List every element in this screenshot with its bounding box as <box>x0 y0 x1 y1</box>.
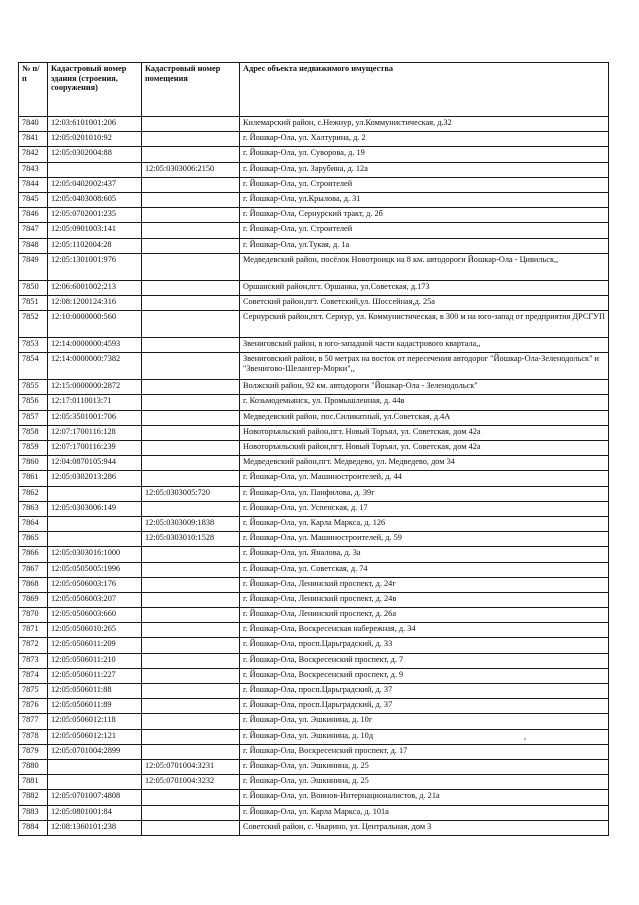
room-cadastral-cell <box>142 192 240 207</box>
address-cell: г. Йошкар-Ола, ул. Эшкинина, д. 10д <box>240 729 609 744</box>
room-cadastral-cell <box>142 562 240 577</box>
table-row <box>19 208 609 223</box>
address-cell: г. Йошкар-Ола, просп.Царьградский, д. 37 <box>240 684 609 699</box>
row-number-cell: 7840 <box>19 117 48 132</box>
room-cadastral-cell: 12:05:0303006:2150 <box>142 162 240 177</box>
table-row <box>19 147 609 162</box>
room-cadastral-cell <box>142 395 240 410</box>
building-cadastral-cell: 12:05:0506012:118 <box>48 714 142 729</box>
building-cadastral-cell: 12:05:0201010:92 <box>48 132 142 147</box>
table-row <box>19 729 609 744</box>
room-cadastral-cell <box>142 638 240 653</box>
row-number-cell: 7845 <box>19 192 48 207</box>
address-cell: г. Йошкар-Ола, просп.Царьградский, д. 33 <box>240 638 609 653</box>
address-cell: г. Йошкар-Ола, ул. Яналова, д. 3а <box>240 547 609 562</box>
building-cadastral-cell: 12:05:0303006:149 <box>48 501 142 516</box>
address-cell: г. Йошкар-Ола, ул. Строителей <box>240 177 609 192</box>
address-cell: Новоторъяльский район,пгт. Новый Торъял, ул. Советская, дом 42а <box>240 441 609 456</box>
building-cadastral-cell: 12:05:0506011:210 <box>48 653 142 668</box>
table-row <box>19 501 609 516</box>
table-row <box>19 820 609 835</box>
address-cell: г. Йошкар-Ола, ул. Панфилова, д. 39г <box>240 486 609 501</box>
room-cadastral-cell <box>142 729 240 744</box>
table-row <box>19 744 609 759</box>
room-cadastral-cell <box>142 117 240 132</box>
room-cadastral-cell <box>142 820 240 835</box>
building-cadastral-cell: 12:05:0506010:265 <box>48 623 142 638</box>
table-row <box>19 456 609 471</box>
room-cadastral-cell: 12:05:0701004:3231 <box>142 759 240 774</box>
header-number: № п/п <box>19 63 48 117</box>
building-cadastral-cell: 12:15:0000000:2872 <box>48 380 142 395</box>
row-number-cell: 7869 <box>19 592 48 607</box>
building-cadastral-cell: 12:07:1700116:239 <box>48 441 142 456</box>
address-cell: г. Йошкар-Ола, Воскресенский проспект, д. 9 <box>240 668 609 683</box>
room-cadastral-cell <box>142 577 240 592</box>
address-cell: г. Йошкар-Ола, ул. Эшкинина, д. 10г <box>240 714 609 729</box>
table-row <box>19 577 609 592</box>
building-cadastral-cell: 12:05:0506011:89 <box>48 699 142 714</box>
address-cell: г. Козьмодемьянск, ул. Промышленная, д. 44в <box>240 395 609 410</box>
table-row <box>19 684 609 699</box>
address-cell: г. Йошкар-Ола, ул. Карла Маркса, д. 126 <box>240 516 609 531</box>
row-number-cell: 7846 <box>19 208 48 223</box>
building-cadastral-cell: 12:05:0403008:605 <box>48 192 142 207</box>
building-cadastral-cell <box>48 759 142 774</box>
building-cadastral-cell: 12:05:0302013:286 <box>48 471 142 486</box>
building-cadastral-cell: 12:05:0702001:235 <box>48 208 142 223</box>
room-cadastral-cell <box>142 311 240 338</box>
row-number-cell: 7879 <box>19 744 48 759</box>
address-cell: г. Йошкар-Ола, Ленинский проспект, д. 24г <box>240 577 609 592</box>
address-cell: г. Йошкар-Ола, ул. Машиностроителей, д. 44 <box>240 471 609 486</box>
building-cadastral-cell: 12:05:0506012:121 <box>48 729 142 744</box>
table-row <box>19 253 609 280</box>
address-cell: Килемарский район, с.Нежнур, ул.Коммунистическая, д.32 <box>240 117 609 132</box>
table-row <box>19 668 609 683</box>
address-cell: Сернурский район,пгт. Сернур, ул. Коммунистическая, в 300 м на юго-запад от предприятия ДРСГУП <box>240 311 609 338</box>
header-room-cadastral: Кадастровый номер помещения <box>142 63 240 117</box>
address-cell: г. Йошкар-Ола, ул. Халтурина, д. 2 <box>240 132 609 147</box>
room-cadastral-cell <box>142 547 240 562</box>
address-cell: г. Йошкар-Ола, ул. Советская, д. 74 <box>240 562 609 577</box>
row-number-cell: 7852 <box>19 311 48 338</box>
building-cadastral-cell: 12:10:0000000:560 <box>48 311 142 338</box>
row-number-cell: 7862 <box>19 486 48 501</box>
row-number-cell: 7847 <box>19 223 48 238</box>
table-row <box>19 132 609 147</box>
building-cadastral-cell <box>48 775 142 790</box>
room-cadastral-cell <box>142 699 240 714</box>
room-cadastral-cell <box>142 653 240 668</box>
table-row <box>19 532 609 547</box>
address-cell: г. Йошкар-Ола, Ленинский проспект, д. 24в <box>240 592 609 607</box>
room-cadastral-cell <box>142 147 240 162</box>
table-row <box>19 177 609 192</box>
address-cell: г. Йошкар-Ола, Воскресенский проспект, д. 17 <box>240 744 609 759</box>
room-cadastral-cell <box>142 744 240 759</box>
building-cadastral-cell: 12:05:0701007:4808 <box>48 790 142 805</box>
address-cell: Советский район, с. Чкарино, ул. Центральная, дом 3 <box>240 820 609 835</box>
table-row <box>19 805 609 820</box>
building-cadastral-cell <box>48 162 142 177</box>
row-number-cell: 7866 <box>19 547 48 562</box>
table-row <box>19 638 609 653</box>
table-row <box>19 623 609 638</box>
table-row <box>19 486 609 501</box>
room-cadastral-cell: 12:05:0701004:3232 <box>142 775 240 790</box>
building-cadastral-cell: 12:05:0506011:209 <box>48 638 142 653</box>
table-row <box>19 338 609 353</box>
building-cadastral-cell: 12:05:0402002:437 <box>48 177 142 192</box>
building-cadastral-cell: 12:14:0000000:7382 <box>48 353 142 380</box>
row-number-cell: 7873 <box>19 653 48 668</box>
row-number-cell: 7865 <box>19 532 48 547</box>
table-row <box>19 790 609 805</box>
room-cadastral-cell <box>142 238 240 253</box>
row-number-cell: 7870 <box>19 608 48 623</box>
room-cadastral-cell <box>142 684 240 699</box>
table-body <box>19 117 609 836</box>
row-number-cell: 7880 <box>19 759 48 774</box>
building-cadastral-cell: 12:05:0506003:660 <box>48 608 142 623</box>
room-cadastral-cell <box>142 132 240 147</box>
building-cadastral-cell: 12:08:1200124:316 <box>48 295 142 310</box>
room-cadastral-cell <box>142 177 240 192</box>
room-cadastral-cell <box>142 338 240 353</box>
scan-speck <box>524 738 526 740</box>
table-row <box>19 562 609 577</box>
table-row <box>19 441 609 456</box>
building-cadastral-cell: 12:05:0303016:1000 <box>48 547 142 562</box>
room-cadastral-cell <box>142 714 240 729</box>
building-cadastral-cell: 12:03:6101001:206 <box>48 117 142 132</box>
table-row <box>19 238 609 253</box>
table-row <box>19 516 609 531</box>
row-number-cell: 7868 <box>19 577 48 592</box>
room-cadastral-cell <box>142 280 240 295</box>
row-number-cell: 7878 <box>19 729 48 744</box>
address-cell: г. Йошкар-Ола, ул. Эшкинина, д. 25 <box>240 759 609 774</box>
building-cadastral-cell: 12:05:0506003:207 <box>48 592 142 607</box>
room-cadastral-cell <box>142 410 240 425</box>
table-row <box>19 759 609 774</box>
room-cadastral-cell <box>142 668 240 683</box>
building-cadastral-cell: 12:05:0506011:88 <box>48 684 142 699</box>
building-cadastral-cell: 12:14:0000000:4593 <box>48 338 142 353</box>
address-cell: Новоторъяльский район,пгт. Новый Торъял, ул. Советская, дом 42а <box>240 425 609 440</box>
room-cadastral-cell: 12:05:0303009:1838 <box>142 516 240 531</box>
row-number-cell: 7884 <box>19 820 48 835</box>
building-cadastral-cell <box>48 532 142 547</box>
room-cadastral-cell <box>142 456 240 471</box>
building-cadastral-cell: 12:05:1301001:976 <box>48 253 142 280</box>
address-cell: г. Йошкар-Ола, ул. Строителей <box>240 223 609 238</box>
address-cell: Медведевский район, посёлок Новотроицк на 8 км. автодороги Йошкар-Ола - Цивильск,, <box>240 253 609 280</box>
table-row <box>19 699 609 714</box>
row-number-cell: 7877 <box>19 714 48 729</box>
address-cell: Медведевский район,пгт. Медведево, ул. Медведево, дом 34 <box>240 456 609 471</box>
building-cadastral-cell <box>48 516 142 531</box>
building-cadastral-cell: 12:17:0110013:71 <box>48 395 142 410</box>
header-building-cadastral: Кадастровый номер здания (строения, сооружения) <box>48 63 142 117</box>
building-cadastral-cell <box>48 486 142 501</box>
building-cadastral-cell: 12:04:0870105:944 <box>48 456 142 471</box>
address-cell: г. Йошкар-Ола, Сернурский тракт, д. 2б <box>240 208 609 223</box>
table-row <box>19 223 609 238</box>
table-row <box>19 471 609 486</box>
row-number-cell: 7841 <box>19 132 48 147</box>
row-number-cell: 7856 <box>19 395 48 410</box>
row-number-cell: 7867 <box>19 562 48 577</box>
table-row <box>19 192 609 207</box>
row-number-cell: 7872 <box>19 638 48 653</box>
table-row <box>19 410 609 425</box>
room-cadastral-cell <box>142 471 240 486</box>
building-cadastral-cell: 12:05:0506011:227 <box>48 668 142 683</box>
building-cadastral-cell: 12:07:1700116:128 <box>48 425 142 440</box>
row-number-cell: 7849 <box>19 253 48 280</box>
room-cadastral-cell: 12:05:0303010:1528 <box>142 532 240 547</box>
table-row <box>19 775 609 790</box>
table-row <box>19 714 609 729</box>
building-cadastral-cell: 12:05:0506003:176 <box>48 577 142 592</box>
address-cell: г. Йошкар-Ола, просп.Царьградский, д. 37 <box>240 699 609 714</box>
address-cell: г. Йошкар-Ола, Ленинский проспект, д. 26а <box>240 608 609 623</box>
address-cell: г. Йошкар-Ола, ул. Эшкинина, д. 25 <box>240 775 609 790</box>
room-cadastral-cell <box>142 223 240 238</box>
address-cell: г. Йошкар-Ола, ул.Тукая, д. 1а <box>240 238 609 253</box>
table-row <box>19 380 609 395</box>
address-cell: г. Йошкар-Ола, ул. Машиностроителей, д. 59 <box>240 532 609 547</box>
address-cell: Волжский район, 92 км. автодороги "Йошкар-Ола - Зеленодольск" <box>240 380 609 395</box>
row-number-cell: 7874 <box>19 668 48 683</box>
room-cadastral-cell <box>142 441 240 456</box>
header-address: Адрес объекта недвижимого имущества <box>240 63 609 117</box>
row-number-cell: 7864 <box>19 516 48 531</box>
row-number-cell: 7854 <box>19 353 48 380</box>
address-cell: г. Йошкар-Ола, ул. Успенская, д. 17 <box>240 501 609 516</box>
address-cell: Звениговский район, в 50 метрах на восток от пересечения автодорог "Йошкар-Ола-Зеленодольск" и "Звенигово-Шелангер-Морки",, <box>240 353 609 380</box>
table-row <box>19 295 609 310</box>
address-cell: Оршанский район,пгт. Оршанка, ул.Советская, д.173 <box>240 280 609 295</box>
row-number-cell: 7844 <box>19 177 48 192</box>
building-cadastral-cell: 12:05:0801001:84 <box>48 805 142 820</box>
table-header-row <box>19 63 609 117</box>
address-cell: г. Йошкар-Ола, ул. Воинов-Интернационалистов, д. 21а <box>240 790 609 805</box>
room-cadastral-cell <box>142 805 240 820</box>
room-cadastral-cell <box>142 608 240 623</box>
address-cell: Советский район,пгт. Советский,ул. Шоссейная,д. 25а <box>240 295 609 310</box>
address-cell: г. Йошкар-Ола, ул. Суворова, д. 19 <box>240 147 609 162</box>
row-number-cell: 7860 <box>19 456 48 471</box>
address-cell: Звениговский район, в юго-западной части кадастрового квартала,, <box>240 338 609 353</box>
table-row <box>19 117 609 132</box>
row-number-cell: 7843 <box>19 162 48 177</box>
building-cadastral-cell: 12:06:6001002:213 <box>48 280 142 295</box>
property-registry-table <box>18 62 609 836</box>
building-cadastral-cell: 12:05:0505005:1996 <box>48 562 142 577</box>
table-row <box>19 425 609 440</box>
room-cadastral-cell <box>142 380 240 395</box>
table-row <box>19 311 609 338</box>
row-number-cell: 7855 <box>19 380 48 395</box>
row-number-cell: 7848 <box>19 238 48 253</box>
address-cell: г. Йошкар-Ола, Воскресенская набережная, д. 34 <box>240 623 609 638</box>
address-cell: Медведевский район, пос.Силикатный, ул.Советская, д.4А <box>240 410 609 425</box>
row-number-cell: 7842 <box>19 147 48 162</box>
row-number-cell: 7871 <box>19 623 48 638</box>
room-cadastral-cell <box>142 623 240 638</box>
row-number-cell: 7857 <box>19 410 48 425</box>
row-number-cell: 7882 <box>19 790 48 805</box>
room-cadastral-cell <box>142 592 240 607</box>
row-number-cell: 7883 <box>19 805 48 820</box>
table-row <box>19 395 609 410</box>
room-cadastral-cell <box>142 501 240 516</box>
building-cadastral-cell: 12:05:0302004:88 <box>48 147 142 162</box>
table-row <box>19 162 609 177</box>
address-cell: г. Йошкар-Ола, ул. Карла Маркса, д. 101а <box>240 805 609 820</box>
building-cadastral-cell: 12:05:1102004:28 <box>48 238 142 253</box>
room-cadastral-cell <box>142 790 240 805</box>
room-cadastral-cell <box>142 425 240 440</box>
building-cadastral-cell: 12:05:0701004:2899 <box>48 744 142 759</box>
room-cadastral-cell <box>142 208 240 223</box>
row-number-cell: 7863 <box>19 501 48 516</box>
address-cell: г. Йошкар-Ола, Воскресенский проспект, д. 7 <box>240 653 609 668</box>
table-row <box>19 547 609 562</box>
building-cadastral-cell: 12:05:0901003:141 <box>48 223 142 238</box>
building-cadastral-cell: 12:08:1360101:238 <box>48 820 142 835</box>
room-cadastral-cell: 12:05:0303005:720 <box>142 486 240 501</box>
building-cadastral-cell: 12:05:3501001:706 <box>48 410 142 425</box>
address-cell: г. Йошкар-Ола, ул.Крылова, д. 31 <box>240 192 609 207</box>
row-number-cell: 7850 <box>19 280 48 295</box>
room-cadastral-cell <box>142 295 240 310</box>
room-cadastral-cell <box>142 353 240 380</box>
room-cadastral-cell <box>142 253 240 280</box>
row-number-cell: 7858 <box>19 425 48 440</box>
row-number-cell: 7875 <box>19 684 48 699</box>
row-number-cell: 7881 <box>19 775 48 790</box>
table-row <box>19 653 609 668</box>
table-row <box>19 353 609 380</box>
row-number-cell: 7853 <box>19 338 48 353</box>
row-number-cell: 7859 <box>19 441 48 456</box>
row-number-cell: 7861 <box>19 471 48 486</box>
table-row <box>19 608 609 623</box>
address-cell: г. Йошкар-Ола, ул. Зарубина, д. 12а <box>240 162 609 177</box>
row-number-cell: 7851 <box>19 295 48 310</box>
table-row <box>19 592 609 607</box>
row-number-cell: 7876 <box>19 699 48 714</box>
table-row <box>19 280 609 295</box>
